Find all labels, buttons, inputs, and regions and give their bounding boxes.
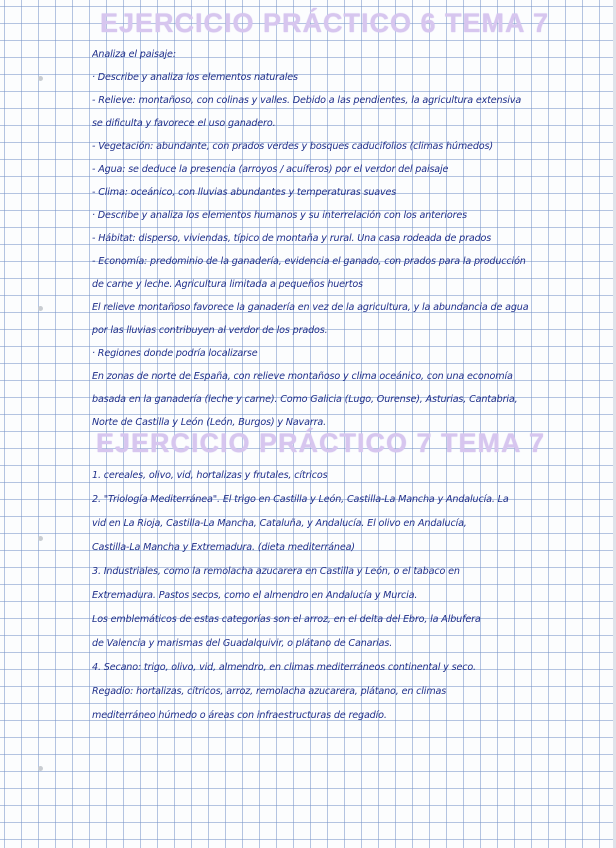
margin-dot	[38, 76, 43, 81]
text-line: El relieve montañoso favorece la ganadería en vez de la agricultura, y la abundancia de agua	[92, 302, 529, 313]
text-line: - Relieve: montañoso, con colinas y valles. Debido a las pendientes, la agricultura extensiva	[92, 95, 522, 106]
text-line: basada en la ganadería (leche y carne). Como Galicia (Lugo, Ourense), Asturias, Cantabria,	[92, 394, 518, 405]
margin-dot	[38, 536, 43, 541]
text-line: · Regiones donde podría localizarse	[92, 348, 258, 359]
text-line: 1. cereales, olivo, vid, hortalizas y frutales, cítricos	[92, 470, 328, 481]
text-line: Analiza el paisaje:	[92, 49, 176, 60]
text-line: Castilla-La Mancha y Extremadura. (dieta mediterránea)	[92, 542, 355, 553]
exercise-7-title: EJERCICIO PRÁCTICO 7 TEMA 7	[96, 428, 546, 458]
text-line: Regadío: hortalizas, cítricos, arroz, remolacha azucarera, plátano, en climas	[92, 686, 447, 697]
margin-dot	[38, 306, 43, 311]
text-line: por las lluvias contribuyen al verdor de los prados.	[92, 325, 328, 336]
text-line: 4. Secano: trigo, olivo, vid, almendro, en climas mediterráneos continental y seco.	[92, 662, 476, 673]
text-line: - Economía: predominio de la ganadería, evidencia el ganado, con prados para la producción	[92, 256, 526, 267]
text-line: se dificulta y favorece el uso ganadero.	[92, 118, 276, 129]
text-line: - Clima: oceánico, con lluvias abundantes y temperaturas suaves	[92, 187, 397, 198]
text-line: - Agua: se deduce la presencia (arroyos / acuíferos) por el verdor del paisaje	[92, 164, 449, 175]
text-line: de carne y leche. Agricultura limitada a pequeños huertos	[92, 279, 363, 290]
text-line: · Describe y analiza los elementos humanos y su interrelación con los anteriores	[92, 210, 467, 221]
text-line: Norte de Castilla y León (León, Burgos) y Navarra.	[92, 417, 327, 428]
text-line: - Hábitat: disperso, viviendas, típico de montaña y rural. Una casa rodeada de prados	[92, 233, 492, 244]
text-line: vid en La Rioja, Castilla-La Mancha, Cataluña, y Andalucía. El olivo en Andalucía,	[92, 518, 467, 529]
text-line: mediterráneo húmedo o áreas con infraestructuras de regadío.	[92, 710, 387, 721]
text-line: 3. Industriales, como la remolacha azucarera en Castilla y León, o el tabaco en	[92, 566, 460, 577]
margin-dot	[38, 766, 43, 771]
text-line: 2. "Triología Mediterránea". El trigo en Castilla y León, Castilla-La Mancha y Andalucía. La	[92, 494, 509, 505]
text-line: Extremadura. Pastos secos, como el almendro en Andalucía y Murcia.	[92, 590, 418, 601]
text-line: de Valencia y marismas del Guadalquivir, o plátano de Canarias.	[92, 638, 393, 649]
text-line: Los emblemáticos de estas categorías son el arroz, en el delta del Ebro, la Albufera	[92, 614, 481, 625]
exercise-6-title: EJERCICIO PRÁCTICO 6 TEMA 7	[100, 8, 550, 38]
text-line: - Vegetación: abundante, con prados verdes y bosques caducifolios (climas húmedos)	[92, 141, 493, 152]
text-line: · Describe y analiza los elementos naturales	[92, 72, 298, 83]
text-line: En zonas de norte de España, con relieve montañoso y clima oceánico, con una economía	[92, 371, 513, 382]
